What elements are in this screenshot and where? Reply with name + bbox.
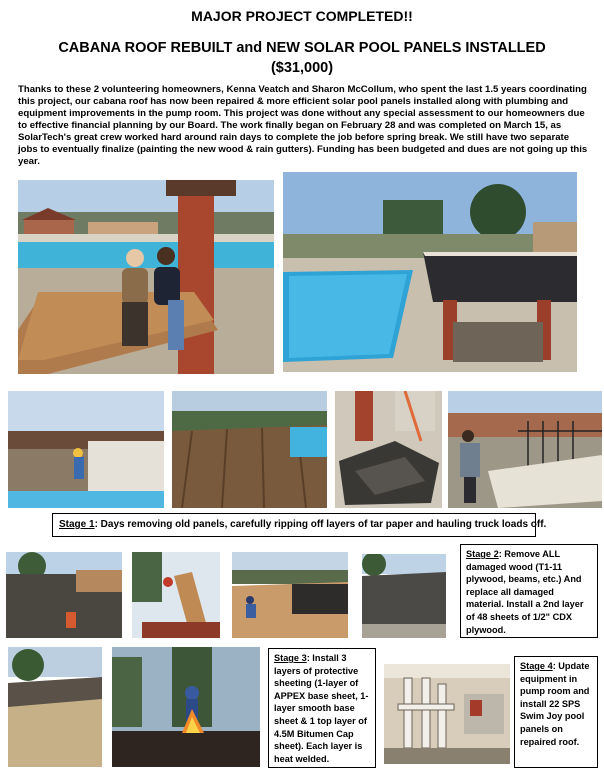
stage3-label: Stage 3	[274, 653, 307, 663]
stage2-photo-3	[232, 552, 348, 638]
stage2-text: : Remove ALL damaged wood (T1-11 plywood, beams, etc.) And replace all damaged material. Install a 2nd layer of 48 sheets of 1/2" CDX plywood.	[466, 549, 584, 635]
stage1-text: : Days removing old panels, carefully ripping off layers of tar paper and hauling truck loads off.	[94, 519, 547, 530]
stage1-label: Stage 1	[59, 519, 95, 530]
stage4-text: : Update equipment in pump room and install 22 SPS Swim Joy pool panels on repaired roof.	[520, 661, 590, 747]
stage3-text: : Install 3 layers of protective sheeting (1-layer of APPEX base sheet, 1-layer smooth base sheet & 1 top layer of 4.5M Bitumen Cap sheet). Each layer is heat welded.	[274, 653, 369, 764]
stage4-photo-1	[384, 664, 510, 764]
stage4-caption	[514, 656, 598, 768]
stage2-photo-4	[362, 554, 446, 638]
subhead-line-1: CABANA ROOF REBUILT and NEW SOLAR POOL PANELS INSTALLED	[58, 40, 546, 56]
intro-paragraph: Thanks to these 2 volunteering homeowners, Kenna Veatch and Sharon McCollum, who spent the last 1.5 years coordinating this project, our cabana roof has now been repaired & more efficient solar pool panels installed along with plumbing and equipment improvements in the pump room. This project was done without any special assessment to our homeowners due to effective financial planning by our Board. The work finally began on February 28 and was completed on March 15, as SolarTech's great crew worked hard around rain days to complete the job before spring break. We still have two separate jobs to eventually finalize (painting the new wood & rain gutters). Funding has been budgeted and dues are not going up this year.	[18, 84, 588, 167]
headline: MAJOR PROJECT COMPLETED!!	[191, 8, 413, 24]
subhead	[0, 38, 604, 78]
stage1-photo-4	[448, 391, 602, 508]
stage2-photo-2	[132, 552, 220, 638]
stage3-photo-2	[112, 647, 260, 767]
stage2-label: Stage 2	[466, 549, 499, 559]
stage2-photo-1	[6, 552, 122, 638]
stage3-photo-1	[8, 647, 102, 767]
stage4-label: Stage 4	[520, 661, 553, 671]
stage2-caption	[460, 544, 598, 638]
stage1-photo-3	[335, 391, 442, 508]
stage1-photo-2	[172, 391, 327, 508]
stage1-photo-1	[8, 391, 164, 508]
stage1-caption	[52, 513, 547, 537]
finished-roof-photo	[283, 172, 577, 372]
homeowners-photo	[18, 180, 274, 374]
stage3-caption	[268, 648, 376, 768]
subhead-line-2: ($31,000)	[270, 60, 334, 76]
